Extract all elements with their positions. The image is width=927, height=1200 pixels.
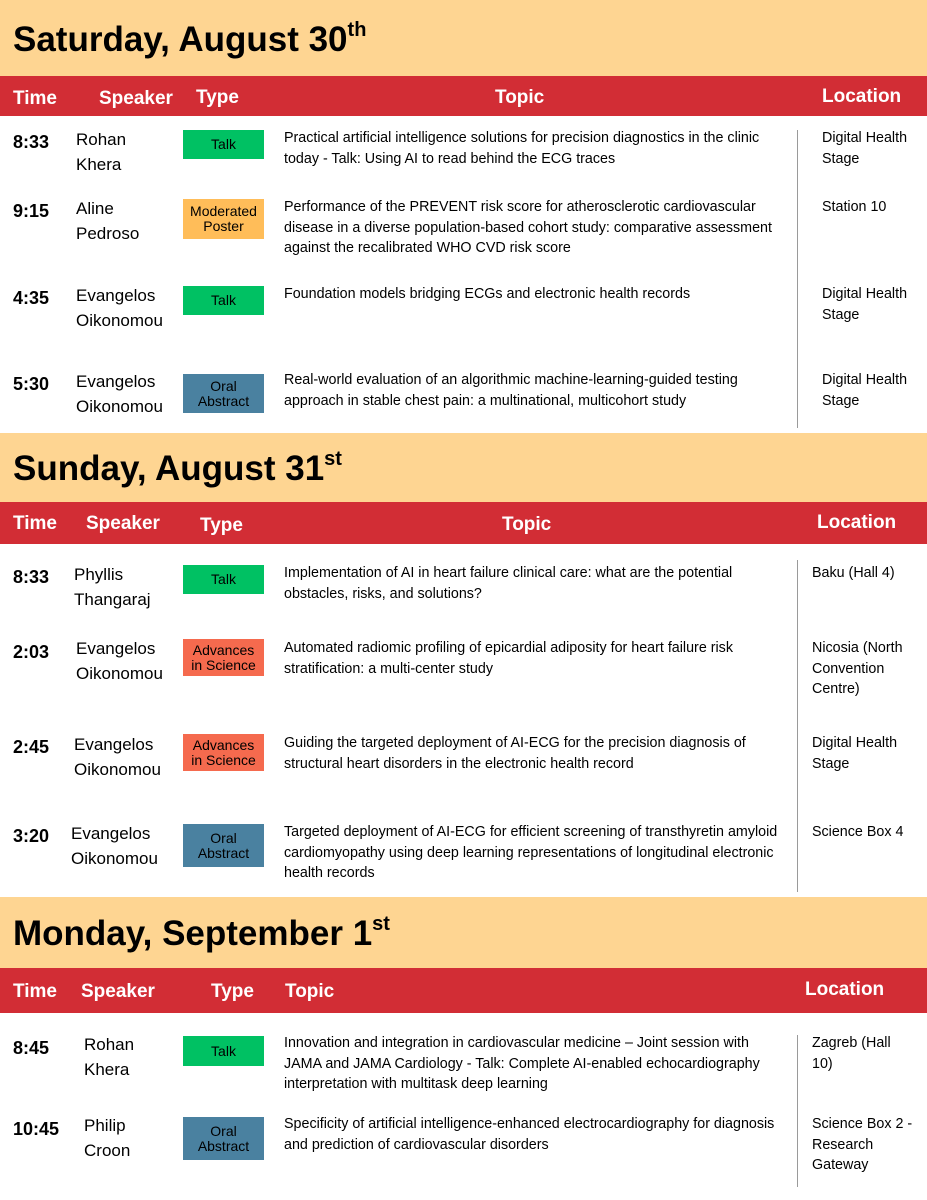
speaker-last: Oikonomou (76, 311, 163, 330)
speaker-last: Khera (76, 155, 122, 174)
header-speaker: Speaker (99, 88, 173, 109)
day-title-monday (13, 913, 390, 953)
session-speaker (76, 196, 139, 246)
session-time: 3:20 (13, 826, 50, 846)
session-speaker (84, 1032, 134, 1082)
speaker-last: Croon (84, 1141, 131, 1160)
type-badge-oral-abstract (183, 824, 264, 867)
session-time: 2:03 (13, 642, 50, 662)
session-topic: Foundation models bridging ECGs and electronic health records (284, 286, 691, 302)
badge-label: in Science (191, 656, 256, 673)
speaker-last: Thangaraj (74, 590, 151, 609)
speaker-first: Philip (84, 1116, 126, 1135)
session-speaker (71, 821, 158, 871)
header-location: Location (805, 979, 885, 1000)
speaker-first: Rohan (84, 1035, 135, 1054)
session-time: 4:35 (13, 288, 50, 308)
day-title-sunday (13, 448, 342, 488)
session-location: Nicosia (North Convention Centre) (812, 640, 903, 697)
session-time: 5:30 (13, 374, 50, 394)
session-topic: Performance of the PREVENT risk score for atherosclerotic cardiovascular disease in a diverse population-based cohort study: comparative assessment against the recalibrated WHO CVD risk score (284, 199, 772, 256)
speaker-first: Aline (76, 199, 114, 218)
session-location: Digital Health Stage (822, 286, 908, 323)
header-topic: Topic (285, 981, 335, 1002)
day-title-text: Monday, September 1 (13, 914, 373, 953)
speaker-first: Evangelos (76, 286, 156, 305)
session-time: 10:45 (13, 1119, 60, 1139)
badge-label: Advances (192, 736, 255, 753)
type-badge-moderated-poster (183, 199, 264, 239)
session-time: 2:45 (13, 737, 50, 757)
session-time: 8:33 (13, 132, 50, 152)
badge-label: Abstract (197, 392, 250, 409)
badge-label: Moderated (190, 203, 257, 219)
badge-label: in Science (191, 751, 256, 768)
day-title-suffix: th (347, 19, 367, 42)
speaker-last: Oikonomou (76, 397, 163, 416)
badge-label: Talk (211, 292, 236, 308)
header-location: Location (822, 86, 902, 107)
speaker-first: Evangelos (76, 372, 156, 391)
session-speaker (76, 127, 126, 177)
type-badge-talk (183, 130, 264, 159)
type-badge-advances-in-science (183, 734, 264, 771)
day-title-text: Sunday, August 31 (13, 449, 325, 488)
type-badge-oral-abstract (183, 1117, 264, 1160)
day-title-saturday (13, 19, 367, 59)
type-badge-talk (183, 1036, 264, 1066)
session-speaker (74, 562, 151, 612)
type-badge-talk (183, 286, 264, 315)
speaker-first: Rohan (76, 130, 127, 149)
header-speaker: Speaker (86, 513, 160, 534)
type-badge-oral-abstract (183, 374, 264, 413)
session-time: 8:45 (13, 1038, 50, 1058)
speaker-last: Khera (84, 1060, 130, 1079)
badge-label: Talk (211, 1042, 236, 1059)
column-divider (797, 1035, 798, 1187)
session-speaker (76, 369, 163, 419)
badge-label: Advances (192, 641, 255, 658)
badge-label: Abstract (197, 844, 250, 861)
session-location: Baku (Hall 4) (812, 565, 895, 581)
header-time: Time (13, 513, 58, 534)
speaker-last: Oikonomou (76, 664, 163, 683)
speaker-last: Oikonomou (74, 760, 161, 779)
session-location: Zagreb (Hall 10) (812, 1035, 891, 1072)
header-type: Type (200, 515, 243, 536)
session-speaker (76, 283, 163, 333)
speaker-last: Pedroso (76, 224, 140, 243)
badge-label: Talk (211, 136, 236, 152)
speaker-last: Oikonomou (71, 849, 158, 868)
speaker-first: Evangelos (76, 639, 156, 658)
header-topic: Topic (502, 514, 552, 535)
day-title-suffix: st (372, 913, 390, 936)
session-speaker (76, 636, 163, 686)
badge-label: Poster (203, 218, 244, 234)
session-topic: Practical artificial intelligence solutions for precision diagnostics in the clinic today - Talk: Using AI to read behind the ECG traces (284, 130, 760, 167)
session-topic: Automated radiomic profiling of epicardial adiposity for heart failure risk stratification: a multi-center study (284, 640, 733, 677)
header-type: Type (211, 981, 254, 1002)
session-location: Science Box 2 - Research Gateway (812, 1116, 913, 1173)
session-location: Digital Health Stage (812, 735, 898, 772)
session-time: 8:33 (13, 567, 50, 587)
column-divider (797, 130, 798, 428)
session-topic: Implementation of AI in heart failure clinical care: what are the potential obstacles, risks, and solutions? (284, 565, 733, 602)
type-badge-talk (183, 565, 264, 594)
badge-label: Talk (211, 571, 236, 587)
session-speaker (84, 1113, 130, 1163)
session-topic: Specificity of artificial intelligence-enhanced electrocardiography for diagnosis and prediction of cardiovascular disorders (284, 1116, 775, 1153)
session-location: Digital Health Stage (822, 130, 908, 167)
session-topic: Innovation and integration in cardiovascular medicine – Joint session with JAMA and JAMA Cardiology - Talk: Complete AI-enabled echocardiography interpretation with multitask deep learning (284, 1035, 760, 1092)
session-topic: Guiding the targeted deployment of AI-ECG for the precision diagnosis of structural heart disorders in the electronic health record (284, 735, 746, 772)
type-badge-advances-in-science (183, 639, 264, 676)
speaker-first: Evangelos (71, 824, 151, 843)
header-location: Location (817, 512, 897, 533)
session-topic: Real-world evaluation of an algorithmic machine-learning-guided testing approach in stable chest pain: a multinational, multicohort study (284, 372, 738, 409)
badge-label: Oral (210, 829, 237, 846)
header-speaker: Speaker (81, 981, 155, 1002)
day-title-text: Saturday, August 30 (13, 20, 348, 59)
session-location: Station 10 (822, 199, 887, 215)
speaker-first: Evangelos (74, 735, 154, 754)
column-divider (797, 560, 798, 892)
session-topic: Targeted deployment of AI-ECG for efficient screening of transthyretin amyloid cardiomyopathy using deep learning representations of longitudinal electronic health records (284, 824, 778, 881)
header-type: Type (196, 87, 239, 108)
header-time: Time (13, 88, 58, 109)
speaker-first: Phyllis (74, 565, 124, 584)
session-time: 9:15 (13, 201, 50, 221)
day-title-suffix: st (324, 448, 342, 471)
badge-label: Oral (210, 1122, 237, 1139)
session-speaker (74, 732, 161, 782)
session-location: Digital Health Stage (822, 372, 908, 409)
header-time: Time (13, 981, 58, 1002)
session-location: Science Box 4 (812, 824, 904, 840)
header-topic: Topic (495, 87, 545, 108)
badge-label: Abstract (197, 1137, 250, 1154)
badge-label: Oral (210, 377, 237, 394)
